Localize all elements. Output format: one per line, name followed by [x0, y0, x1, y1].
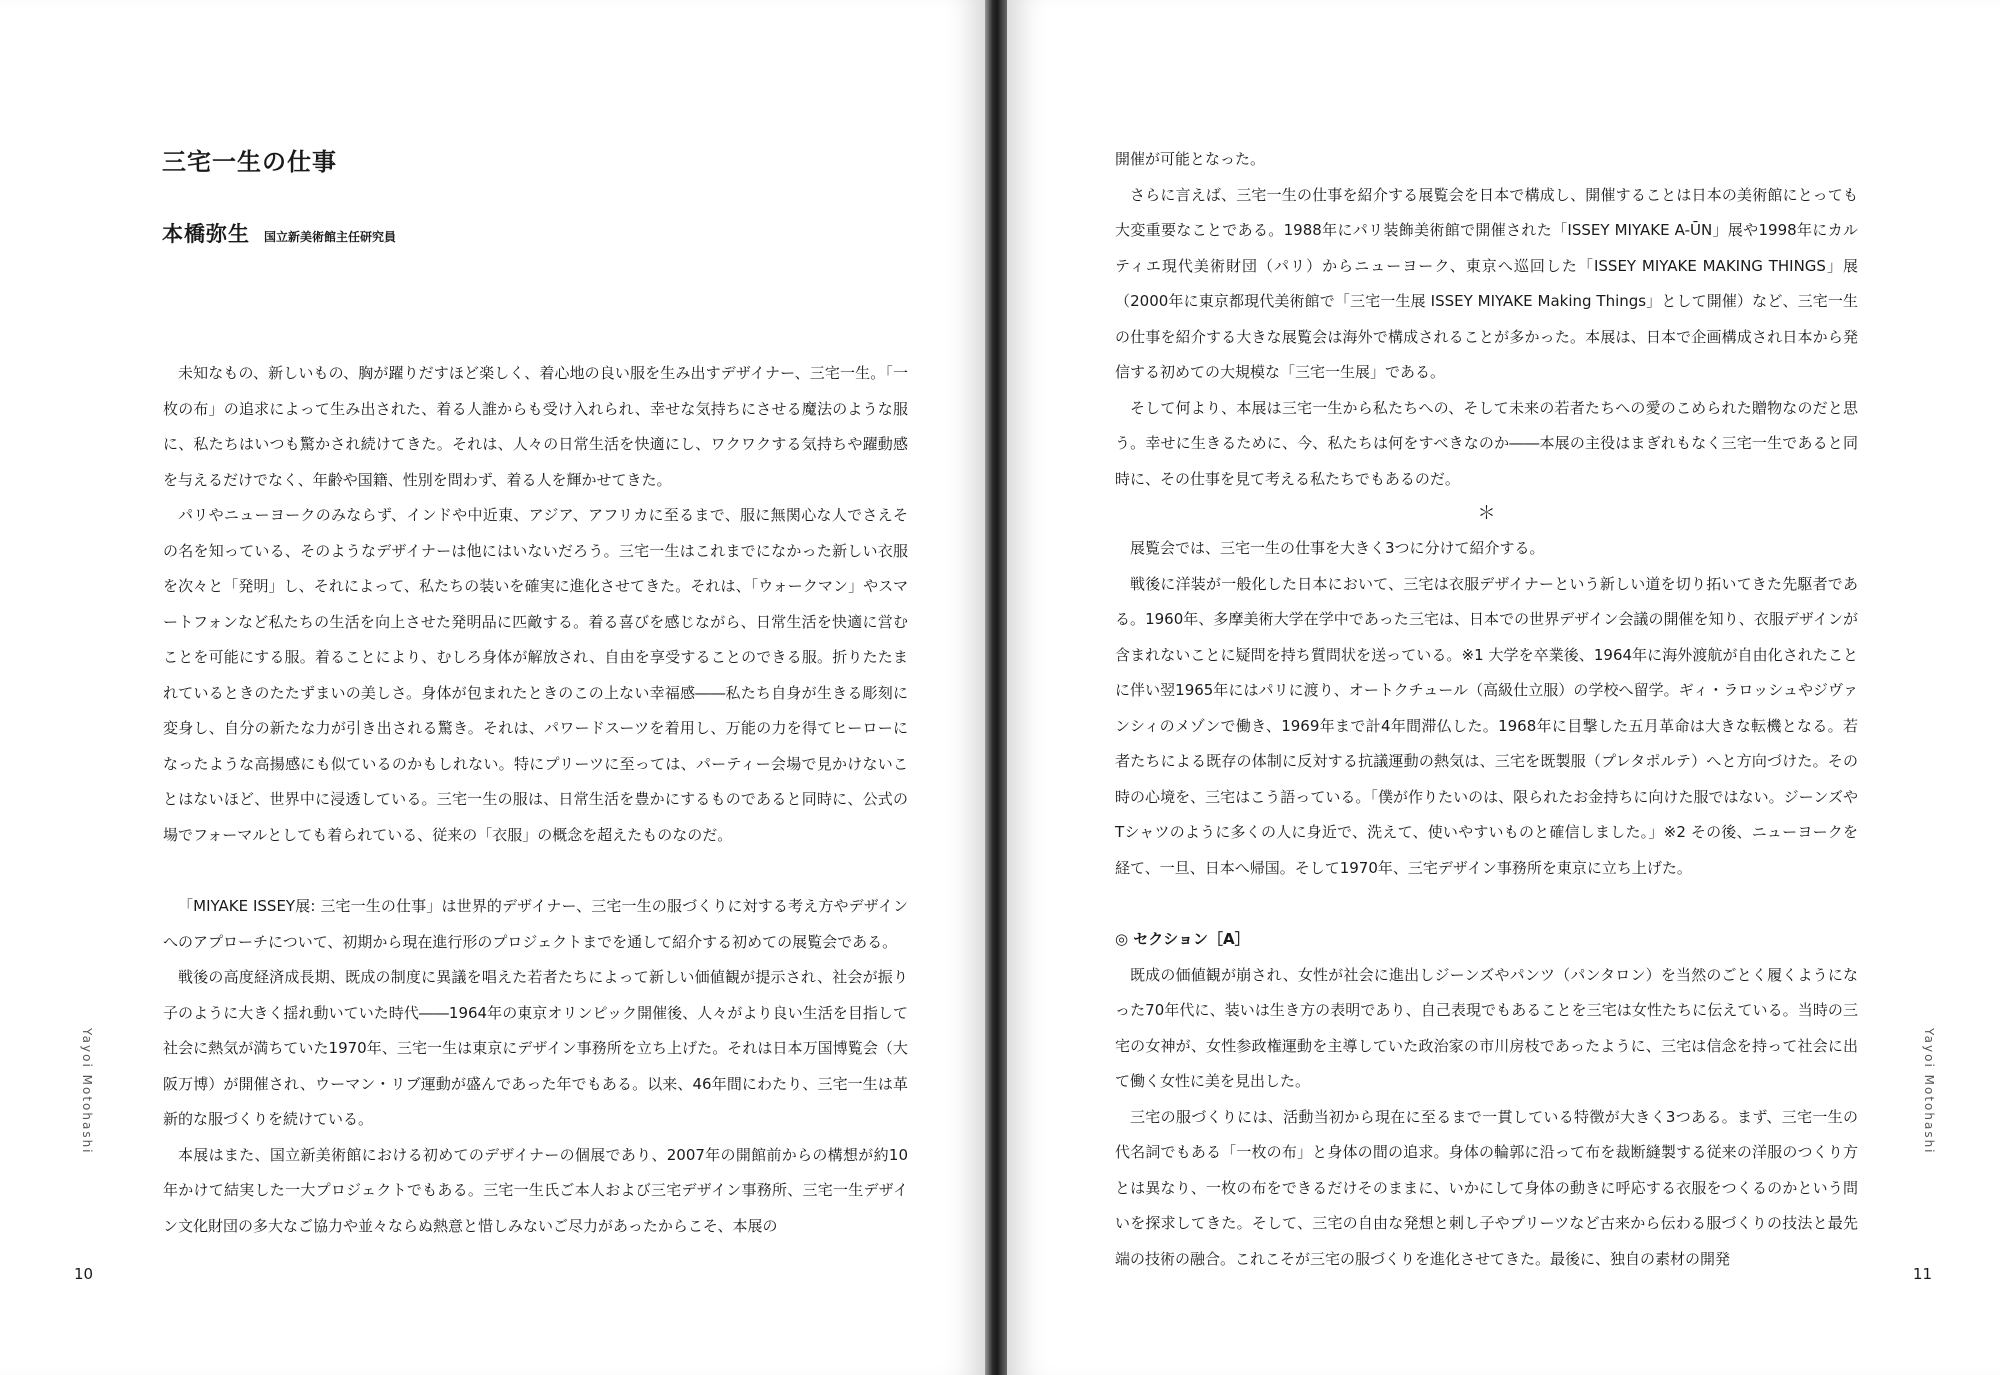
section-heading: ◎ セクション［A］ — [1115, 930, 1250, 948]
author-name: 本橋弥生 — [162, 222, 250, 246]
right-page — [1007, 0, 2000, 1375]
left-page — [0, 0, 985, 1375]
right-body-text — [1115, 142, 1858, 1277]
paragraph: 開催が可能となった。 — [1115, 150, 1266, 168]
author-role: 国立新美術館主任研究員 — [264, 230, 397, 244]
page-number: 10 — [74, 1265, 94, 1283]
author-line — [162, 218, 396, 248]
paragraph: 展覧会では、三宅一生の仕事を大きく3つに分けて紹介する。 — [1130, 539, 1545, 557]
paragraph: さらに言えば、三宅一生の仕事を紹介する展覧会を日本で構成し、開催することは日本の美術館にとっても大変重要なことである。1988年にパリ装飾美術館で開催された「ISSEY MIYAKE A-ŪN」展や1998年にカルティエ現代美術財団（パリ）からニューヨーク、東京へ巡回した「ISSEY MIYAKE MAKING THINGS」展（2000年に東京都現代美術館で「三宅一生展 ISSEY MIYAKE Making Things」として開催）など、三宅一生の仕事を紹介する大きな展覧会は海外で構成されることが多かった。本展は、日本で企画構成され日本から発信する初めての大規模な「三宅一生展」である。 — [1115, 185, 1858, 381]
author-running-head: Yayoi Motohashi — [1922, 1028, 1936, 1155]
page-title: 三宅一生の仕事 — [162, 148, 337, 176]
paragraph: 既成の価値観が崩され、女性が社会に進出しジーンズやパンツ（パンタロン）を当然のごとく履くようになった70年代に、装いは生き方の表明であり、自己表現でもあることを三宅は女性たちに伝えている。当時の三宅の女神が、女性参政権運動を主導していた政治家の市川房枝であったように、三宅は信念を持って社会に出て働く女性に美を見出した。 — [1115, 965, 1858, 1090]
paragraph: 戦後に洋装が一般化した日本において、三宅は衣服デザイナーという新しい道を切り拓いてきた先駆者である。1960年、多摩美術大学在学中であった三宅は、日本での世界デザイン会議の開催を知り、衣服デザインが含まれないことに疑問を持ち質問状を送っている。※1 大学を卒業後、1964年に海外渡航が自由化されたことに伴い翌1965年にはパリに渡り、オートクチュール（高級仕立服）の学校へ留学。ギィ・ラロッシュやジヴァンシィのメゾンで働き、1969年まで計4年間滞仏した。1968年に目撃した五月革命は大きな転機となる。若者たちによる既存の体制に反対する抗議運動の熱気は、三宅を既製服（プレタポルテ）へと方向づけた。その時の心境を、三宅はこう語っている。「僕が作りたいのは、限られたお金持ちに向けた服ではない。ジーンズやTシャツのように多くの人に身近で、洗えて、使いやすいものと確信しました。」※2 その後、ニューヨークを経て、一旦、日本へ帰国。そして1970年、三宅デザイン事務所を東京に立ち上げた。 — [1115, 574, 1858, 877]
paragraph: そして何より、本展は三宅一生から私たちへの、そして未来の若者たちへの愛のこめられた贈物なのだと思う。幸せに生きるために、今、私たちは何をすべきなのか――本展の主役はまぎれもなく三宅一生であると同時に、その仕事を見て考える私たちでもあるのだ。 — [1115, 398, 1858, 488]
paragraph-gap — [163, 853, 908, 889]
left-body-text — [163, 356, 908, 1244]
book-gutter — [985, 0, 1007, 1375]
paragraph: パリやニューヨークのみならず、インドや中近東、アジア、アフリカに至るまで、服に無関心な人でさえその名を知っている、そのようなデザイナーは他にはいないだろう。三宅一生はこれまでになかった新しい衣服を次々と「発明」し、それによって、私たちの装いを確実に進化させてきた。それは、「ウォークマン」やスマートフォンなど私たちの生活を向上させた発明品に匹敵する。着る喜びを感じながら、日常生活を快適に営むことを可能にする服。着ることにより、むしろ身体が解放され、自由を享受することのできる服。折りたたまれているときのたたずまいの美しさ。身体が包まれたときのこの上ない幸福感――私たち自身が生きる彫刻に変身し、自分の新たな力が引き出される驚き。それは、パワードスーツを着用し、万能の力を得てヒーローになったような高揚感にも似ているのかもしれない。特にプリーツに至っては、パーティー会場で見かけないことはないほど、世界中に浸透している。三宅一生の服は、日常生活を豊かにするものであると同時に、公式の場でフォーマルとしても着られている、従来の「衣服」の概念を超えたものなのだ。 — [163, 506, 908, 844]
paragraph: 三宅の服づくりには、活動当初から現在に至るまで一貫している特徴が大きく3つある。まず、三宅一生の代名詞でもある「一枚の布」と身体の間の追求。身体の輪郭に沿って布を裁断縫製する従来の洋服のつくり方とは異なり、一枚の布をできるだけそのままに、いかにして身体の動きに呼応する衣服をつくるのかという問いを探求してきた。そして、三宅の自由な発想と刺し子やプリーツなど古来から伝わる服づくりの技法と最先端の技術の融合。これこそが三宅の服づくりを進化させてきた。最後に、独自の素材の開発 — [1115, 1107, 1858, 1268]
section-divider-asterisk: ＊ — [1477, 503, 1496, 524]
page-number: 11 — [1912, 1265, 1932, 1283]
paragraph: 本展はまた、国立新美術館における初めてのデザイナーの個展であり、2007年の開館前からの構想が約10年かけて結実した一大プロジェクトでもある。三宅一生氏ご本人および三宅デザイン事務所、三宅一生デザイン文化財団の多大なご協力や並々ならぬ熱意と惜しみないご尽力があったからこそ、本展の — [163, 1145, 908, 1235]
paragraph: 未知なもの、新しいもの、胸が躍りだすほど楽しく、着心地の良い服を生み出すデザイナー、三宅一生。「一枚の布」の追求によって生み出された、着る人誰からも受け入れられ、幸せな気持ちにさせる魔法のような服に、私たちはいつも驚かされ続けてきた。それは、人々の日常生活を快適にし、ワクワクする気持ちや躍動感を与えるだけでなく、年齢や国籍、性別を問わず、着る人を輝かせてきた。 — [163, 364, 908, 489]
paragraph: 「MIYAKE ISSEY展: 三宅一生の仕事」は世界的デザイナー、三宅一生の服づくりに対する考え方やデザインへのアプローチについて、初期から現在進行形のプロジェクトまでを通して紹介する初めての展覧会である。 — [163, 897, 908, 951]
paragraph: 戦後の高度経済成長期、既成の制度に異議を唱えた若者たちによって新しい価値観が提示され、社会が振り子のように大きく揺れ動いていた時代――1964年の東京オリンピック開催後、人々がより良い生活を目指して社会に熱気が満ちていた1970年、三宅一生は東京にデザイン事務所を立ち上げた。それは日本万国博覧会（大阪万博）が開催され、ウーマン・リブ運動が盛んであった年でもある。以来、46年間にわたり、三宅一生は革新的な服づくりを続けている。 — [163, 968, 908, 1128]
paragraph-gap — [1115, 886, 1858, 922]
author-running-head: Yayoi Motohashi — [80, 1028, 94, 1155]
